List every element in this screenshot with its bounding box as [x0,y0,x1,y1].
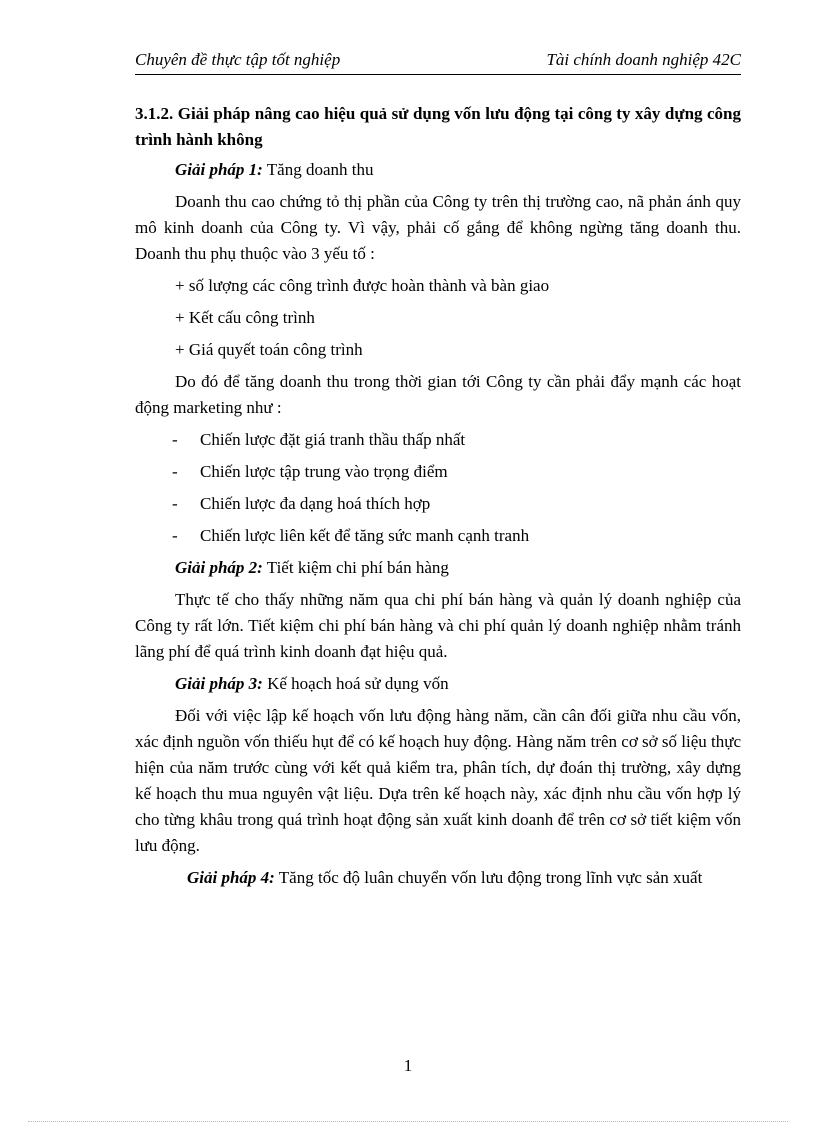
page-bottom-divider [28,1121,788,1122]
dash-bullet: - [172,430,178,449]
page-header [135,48,741,75]
solution-4-title: Tăng tốc độ luân chuyển vốn lưu động trong lĩnh vực sản xuất [274,868,703,887]
strategy-list-item [135,427,741,453]
strategy-text: Chiến lược tập trung vào trọng điểm [200,462,448,481]
strategy-list-item [135,491,741,517]
section-heading: 3.1.2. Giải pháp nâng cao hiệu quả sử dụng vốn lưu động tại công ty xây dựng công trình hành không [135,104,741,149]
document-body [135,101,741,897]
dash-bullet: - [172,526,178,545]
solution-2-paragraph: Thực tế cho thấy những năm qua chi phí bán hàng và quản lý doanh nghiệp của Công ty rất lớn. Tiết kiệm chi phí bán hàng và chi phí quản lý doanh nghiệp nhằm tránh lãng phí để quá trình kinh doanh đạt hiệu quả. [135,590,741,661]
solution-1-paragraph-2: Do đó để tăng doanh thu trong thời gian tới Công ty cần phải đẩy mạnh các hoạt động marketing như : [135,372,741,417]
solution-3-heading [135,671,741,697]
solution-1-paragraph: Doanh thu cao chứng tỏ thị phần của Công ty trên thị trường cao, nã phản ánh quy mô kinh doanh của Công ty. Vì vậy, phải cố gắng để không ngừng tăng doanh thu. Doanh thu phụ thuộc vào 3 yếu tố : [135,192,741,263]
strategy-text: Chiến lược liên kết để tăng sức manh cạnh tranh [200,526,530,545]
solution-3-label: Giải pháp 3: [175,674,263,693]
factor-item: + Giá quyết toán công trình [175,340,363,359]
solution-2-label: Giải pháp 2: [175,558,263,577]
header-left-title: Chuyên đề thực tập tốt nghiệp [135,50,341,69]
dash-bullet: - [172,494,178,513]
solution-4-heading [135,865,741,891]
factor-item: + số lượng các công trình được hoàn thành và bàn giao [175,276,550,295]
solution-1-heading [135,157,741,183]
header-right-title: Tài chính doanh nghiệp 42C [546,50,741,69]
solution-3-title: Kế hoạch hoá sử dụng vốn [262,674,449,693]
solution-1-label: Giải pháp 1: [175,160,263,179]
solution-1-title: Tăng doanh thu [262,160,374,179]
strategy-text: Chiến lược đặt giá tranh thầu thấp nhất [200,430,466,449]
strategy-list-item [135,523,741,549]
strategy-list-item [135,459,741,485]
solution-2-title: Tiết kiệm chi phí bán hàng [262,558,449,577]
page-number: 1 [403,1056,413,1075]
solution-3-paragraph: Đối với việc lập kế hoạch vốn lưu động hàng năm, cần cân đối giữa nhu cầu vốn, xác định nguồn vốn thiếu hụt để có kế hoạch huy động. Hàng năm trên cơ sở số liệu thực hiện của năm trước cùng với kết quả kiểm tra, phân tích, dự đoán thị trường, xây dựng kế hoạch thu mua nguyên vật liệu. Dựa trên kế hoạch này, xác định nhu cầu vốn hợp lý cho từng khâu trong quá trình hoạt động sản xuất kinh doanh để trên cơ sở tiết kiệm vốn lưu động. [135,706,742,855]
solution-4-label: Giải pháp 4: [187,868,275,887]
solution-2-heading [135,555,741,581]
strategy-text: Chiến lược đa dạng hoá thích hợp [200,494,431,513]
factor-item: + Kết cấu công trình [175,308,315,327]
dash-bullet: - [172,462,178,481]
